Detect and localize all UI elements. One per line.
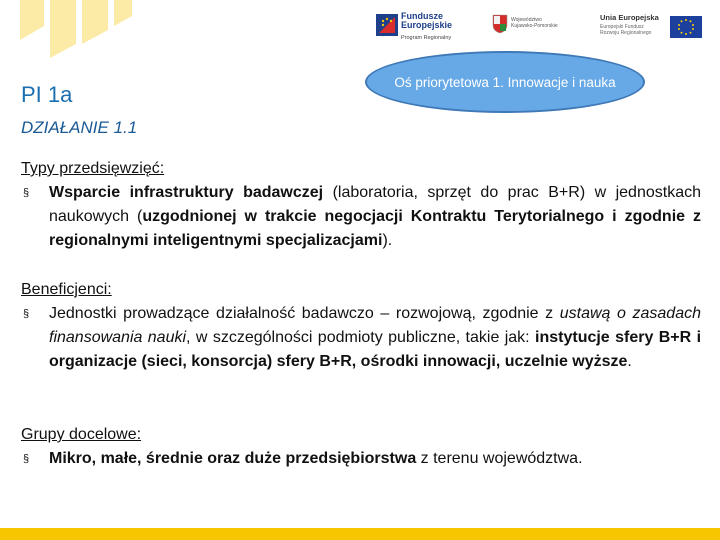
types-item-end: ). xyxy=(382,232,393,249)
fe-logo-line2: Europejskie xyxy=(401,20,453,30)
beneficiaries-section xyxy=(21,278,701,374)
types-section xyxy=(21,157,701,253)
beneficiaries-item-bold: instytucje sfery B+R i organizacje (sieci, konsorcja) sfery B+R, ośrodki innowacji, uczelnie wyższe xyxy=(49,329,702,370)
types-heading: Typy przedsięwzięć: xyxy=(21,160,165,177)
beneficiaries-item-italic: ustawą o zasadach finansowania nauki xyxy=(49,305,701,346)
eu-logo-title: Unia Europejska xyxy=(600,13,659,22)
bullet-icon: § xyxy=(23,453,30,465)
list-item xyxy=(21,181,701,253)
eu-logo-sub: Europejski Fundusz Rozwoju Regionalnego xyxy=(600,24,652,36)
list-item xyxy=(21,302,701,374)
eu-stars-icon xyxy=(376,14,398,36)
crest-icon xyxy=(492,14,508,34)
types-item-bold-2: uzgodnionej w trakcie negocjacji Kontraktu Terytorialnego i zgodnie z regionalnymi inteligentnymi specjalizacjami xyxy=(49,208,702,249)
list-item xyxy=(21,447,701,471)
beneficiaries-item-end: . xyxy=(627,353,632,370)
priority-axis-oval xyxy=(365,51,645,113)
eu-logo xyxy=(600,12,704,46)
region-logo xyxy=(492,14,562,40)
bottom-bar xyxy=(0,528,720,540)
fundusze-europejskie-logo xyxy=(376,12,486,46)
target-groups-item-text: z terenu województwa. xyxy=(416,450,583,467)
eu-flag-icon xyxy=(670,16,702,38)
action-title: DZIAŁANIE 1.1 xyxy=(21,118,138,137)
page-title: PI 1a xyxy=(21,82,73,107)
target-groups-item-bold: Mikro, małe, średnie oraz duże przedsiębiorstwa xyxy=(49,450,417,467)
bullet-icon: § xyxy=(23,187,30,199)
fe-logo-line1: Fundusze xyxy=(401,11,443,21)
priority-axis-text: Oś priorytetowa 1. Innowacje i nauka xyxy=(394,74,616,90)
region-logo-text: Województwo Kujawsko-Pomorskie xyxy=(511,17,558,29)
target-groups-section xyxy=(21,423,701,471)
types-item-bold: Wsparcie infrastruktury badawczej xyxy=(49,184,324,201)
fe-logo-sub: Program Regionalny xyxy=(401,35,452,41)
target-groups-heading: Grupy docelowe: xyxy=(21,426,142,443)
beneficiaries-item-text-2: , w szczególności podmioty publiczne, takie jak: xyxy=(186,329,536,346)
types-item-text: (laboratoria, sprzęt do prac B+R) w jednostkach naukowych ( xyxy=(49,184,701,225)
funds-logo-shape xyxy=(14,0,134,82)
fe-logo-text xyxy=(401,12,452,30)
bullet-icon: § xyxy=(23,308,30,320)
beneficiaries-heading: Beneficjenci: xyxy=(21,281,112,298)
beneficiaries-item-text: Jednostki prowadzące działalność badawczo – rozwojową, zgodnie z xyxy=(49,305,560,322)
